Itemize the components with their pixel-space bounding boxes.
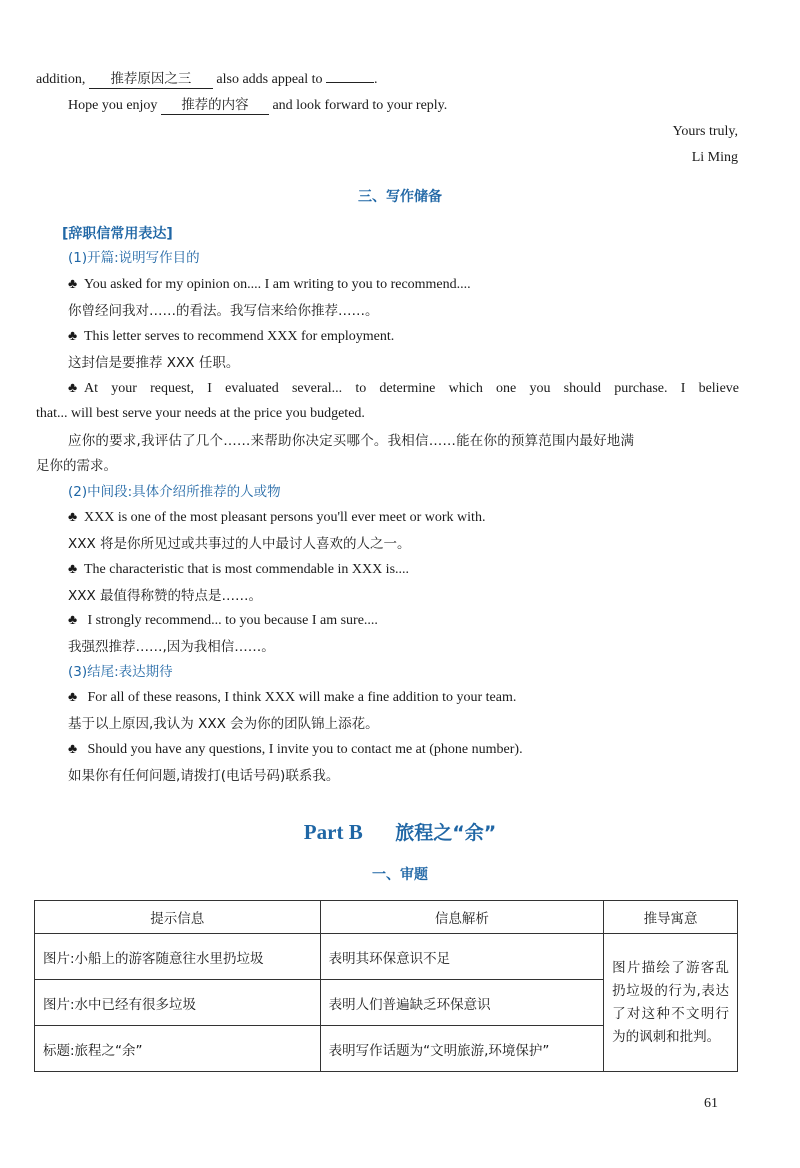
expr-2-zh: 这封信是要推荐 XXX 任职。 — [68, 355, 240, 371]
row-hint: 图片:水中已经有很多垃圾 — [35, 980, 321, 1026]
blank-reason-three: 推荐原因之三 — [89, 70, 213, 89]
expr-3-en-a — [36, 379, 739, 399]
row-analysis: 表明人们普遍缺乏环保意识 — [320, 980, 604, 1026]
expr-6-en — [68, 611, 378, 631]
blank-empty — [326, 82, 374, 83]
expr-4-zh: XXX 将是你所见过或共事过的人中最讨人喜欢的人之一。 — [68, 536, 411, 552]
expr-2-en — [68, 327, 394, 347]
expr-5-zh: XXX 最值得称赞的特点是……。 — [68, 588, 263, 604]
analysis-table — [34, 900, 738, 1072]
expr-7-en — [68, 688, 516, 708]
section-title-writing-reserve: 三、写作储备 — [358, 189, 442, 205]
letter-line1-prefix: addition, — [36, 72, 86, 87]
inference-cell: 图片描绘了游客乱扔垃圾的行为,表达了对这种不文明行为的讽刺和批判。 — [604, 934, 738, 1072]
expr-6-zh: 我强烈推荐……,因为我相信……。 — [68, 639, 275, 655]
expr-2-en-text: This letter serves to recommend XXX for employment. — [84, 329, 395, 344]
expr-8-zh: 如果你有任何问题,请拨打(电话号码)联系我。 — [68, 768, 340, 784]
letter-line2-prefix: Hope you enjoy — [68, 98, 158, 113]
part-b-title-zh: 旅程之“余” — [395, 822, 497, 844]
row-hint: 图片:小船上的游客随意往水里扔垃圾 — [35, 934, 321, 980]
club-icon: ♣ — [68, 690, 78, 705]
part-b-title — [0, 818, 800, 845]
expr-6-en-text: I strongly recommend... to you because I am sure.... — [84, 613, 378, 628]
row-analysis: 表明写作话题为“文明旅游,环境保护” — [320, 1026, 604, 1072]
expr-8-en-text: Should you have any questions, I invite you to contact me at (phone number). — [84, 742, 523, 757]
club-icon: ♣ — [68, 613, 78, 628]
club-icon: ♣ — [68, 742, 78, 757]
club-icon: ♣ — [68, 329, 78, 344]
expression-tag: [辞职信常用表达] — [62, 226, 173, 242]
part-b-title-en: Part B — [303, 820, 363, 844]
header-inference: 推导寓意 — [604, 901, 738, 934]
expr-4-en-text: XXX is one of the most pleasant persons you'll ever meet or work with. — [84, 510, 486, 525]
club-icon: ♣ — [68, 510, 78, 525]
expr-3-zh-a: 应你的要求,我评估了几个……来帮助你决定买哪个。我相信……能在你的预算范围内最好地满 — [68, 433, 635, 449]
expr-1-en-text: You asked for my opinion on.... I am writing to you to recommend.... — [84, 277, 471, 292]
letter-signature: Li Ming — [691, 150, 738, 165]
club-icon: ♣ — [68, 381, 78, 396]
letter-line-2 — [68, 96, 447, 116]
expr-5-en-text: The characteristic that is most commendable in XXX is.... — [84, 562, 410, 577]
part2-heading: (2)中间段:具体介绍所推荐的人或物 — [68, 484, 281, 500]
letter-line1-mid: also adds appeal to — [216, 72, 323, 87]
table-row — [35, 934, 738, 980]
row-hint: 标题:旅程之“余” — [35, 1026, 321, 1072]
header-analysis: 信息解析 — [320, 901, 604, 934]
letter-line1-end: . — [374, 72, 378, 87]
part3-heading: (3)结尾:表达期待 — [68, 664, 173, 680]
letter-closing: Yours truly, — [672, 124, 738, 139]
blank-recommend-content: 推荐的内容 — [161, 96, 269, 115]
expr-3-zh-b: 足你的需求。 — [36, 458, 117, 474]
letter-line-1 — [36, 70, 378, 90]
page-number: 61 — [704, 1096, 718, 1111]
expr-3-en-a-text: At your request, I evaluated several... to determine which one you should purchase. I believe — [84, 381, 739, 396]
header-hint: 提示信息 — [35, 901, 321, 934]
letter-line2-suffix: and look forward to your reply. — [272, 98, 448, 113]
club-icon: ♣ — [68, 277, 78, 292]
expr-4-en — [68, 508, 485, 528]
expr-7-zh: 基于以上原因,我认为 XXX 会为你的团队锦上添花。 — [68, 716, 379, 732]
expr-1-en — [68, 275, 471, 295]
expr-5-en — [68, 560, 409, 580]
row-analysis: 表明其环保意识不足 — [320, 934, 604, 980]
expr-1-zh: 你曾经问我对……的看法。我写信来给你推荐……。 — [68, 303, 379, 319]
table-header-row — [35, 901, 738, 934]
part1-heading: (1)开篇:说明写作目的 — [68, 250, 200, 266]
club-icon: ♣ — [68, 562, 78, 577]
expr-3-en-b: that... will best serve your needs at the price you budgeted. — [36, 406, 365, 421]
expr-8-en — [68, 740, 523, 760]
expr-7-en-text: For all of these reasons, I think XXX will make a fine addition to your team. — [84, 690, 517, 705]
part-b-subtitle: 一、审题 — [372, 867, 428, 883]
